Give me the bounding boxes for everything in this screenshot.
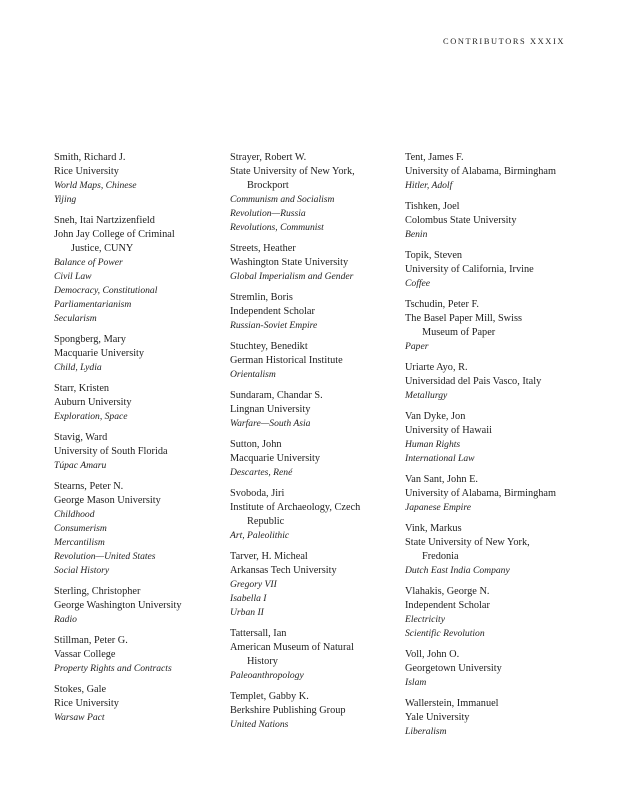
contributed-article: Liberalism [405, 726, 447, 737]
contributor-affiliation: George Washington University [54, 600, 182, 611]
contributor-entry [405, 522, 577, 578]
contributor-affiliation: George Mason University [54, 495, 161, 506]
contributor-name: Van Sant, John E. [405, 474, 478, 485]
contributed-article: Dutch East India Company [405, 565, 510, 576]
contributor-affiliation: Vassar College [54, 649, 116, 660]
contributor-name: Spongberg, Mary [54, 334, 126, 345]
contributor-entry [230, 438, 402, 480]
contributor-name: Stremlin, Boris [230, 292, 293, 303]
contributed-article: Exploration, Space [54, 411, 128, 422]
contributed-article: World Maps, Chinese [54, 180, 137, 191]
contributor-affiliation: Independent Scholar [230, 306, 315, 317]
contributor-name: Strayer, Robert W. [230, 152, 307, 163]
contributed-article: Consumerism [54, 523, 107, 534]
contributor-entry [405, 585, 577, 641]
contributor-entry [54, 333, 224, 375]
contributor-entry [230, 291, 402, 333]
contributed-article: International Law [405, 453, 475, 464]
contributor-affiliation: Macquarie University [54, 348, 145, 359]
contributor-affiliation: Independent Scholar [405, 600, 490, 611]
contributed-article: Paleoanthropology [230, 670, 304, 681]
contributed-article: Yijing [54, 194, 77, 205]
contributor-entry [405, 473, 577, 515]
contributor-entry [230, 690, 402, 732]
contributor-entry [54, 214, 224, 326]
contributed-article: United Nations [230, 719, 289, 730]
contributed-article: Urban II [230, 607, 264, 618]
contributor-column-3 [405, 151, 577, 746]
contributor-name: Sundaram, Chandar S. [230, 390, 323, 401]
contributor-entry [54, 683, 224, 725]
contributed-article: Civil Law [54, 271, 92, 282]
contributor-name: Stearns, Peter N. [54, 481, 124, 492]
contributor-affiliation: American Museum of Natural [230, 642, 354, 653]
contributed-article: Revolution—United States [54, 551, 156, 562]
contributor-name: Tishken, Joel [405, 201, 460, 212]
contributor-name: Uriarte Ayo, R. [405, 362, 468, 373]
contributed-article: Orientalism [230, 369, 276, 380]
contributor-affiliation: Museum of Paper [422, 327, 496, 338]
contributor-entry [54, 382, 224, 424]
contributor-affiliation: German Historical Institute [230, 355, 343, 366]
contributor-entry [230, 487, 402, 543]
contributor-entry [230, 389, 402, 431]
contributor-affiliation: Fredonia [422, 551, 459, 562]
contributed-article: Scientific Revolution [405, 628, 485, 639]
contributor-entry [405, 648, 577, 690]
contributor-affiliation: History [247, 656, 278, 667]
contributor-affiliation: Institute of Archaeology, Czech [230, 502, 361, 513]
contributor-entry [405, 361, 577, 403]
contributor-affiliation: Macquarie University [230, 453, 321, 464]
contributor-affiliation: Universidad del Pais Vasco, Italy [405, 376, 542, 387]
contributed-article: Art, Paleolithic [230, 530, 290, 541]
contributor-name: Vlahakis, George N. [405, 586, 490, 597]
contributor-name: Sutton, John [230, 439, 282, 450]
contributed-article: Mercantilism [54, 537, 105, 548]
contributed-article: Democracy, Constitutional [54, 285, 158, 296]
contributor-affiliation: Lingnan University [230, 404, 311, 415]
contributor-entry [54, 151, 224, 207]
contributor-affiliation: Brockport [247, 180, 289, 191]
contributed-article: Electricity [405, 614, 445, 625]
contributed-article: Islam [405, 677, 427, 688]
contributor-entry [54, 585, 224, 627]
contributor-affiliation: Rice University [54, 166, 119, 177]
contributor-affiliation: The Basel Paper Mill, Swiss [405, 313, 522, 324]
contributed-article: Japanese Empire [405, 502, 471, 513]
contributed-article: Parliamentarianism [54, 299, 132, 310]
contributed-article: Hitler, Adolf [405, 180, 453, 191]
contributor-entry [230, 151, 402, 235]
contributor-affiliation: University of California, Irvine [405, 264, 534, 275]
contributor-name: Tarver, H. Micheal [230, 551, 308, 562]
contributor-name: Templet, Gabby K. [230, 691, 309, 702]
contributor-name: Tent, James F. [405, 152, 464, 163]
contributor-entry [230, 242, 402, 284]
contributed-article: Radio [54, 614, 77, 625]
contributor-entry [405, 200, 577, 242]
running-head: CONTRIBUTORS XXXIX [443, 37, 565, 46]
contributed-article: Túpac Amaru [54, 460, 107, 471]
contributed-article: Communism and Socialism [230, 194, 335, 205]
contributor-name: Tschudin, Peter F. [405, 299, 479, 310]
contributor-entry [54, 431, 224, 473]
contributor-affiliation: Arkansas Tech University [230, 565, 337, 576]
contributed-article: Descartes, René [230, 467, 293, 478]
contributed-article: Social History [54, 565, 110, 576]
contributor-name: Tattersall, Ian [230, 628, 287, 639]
contributor-affiliation: University of South Florida [54, 446, 168, 457]
contributor-name: Van Dyke, Jon [405, 411, 466, 422]
contributor-affiliation: Washington State University [230, 257, 349, 268]
contributed-article: Gregory VII [230, 579, 277, 590]
contributor-entry [405, 697, 577, 739]
contributor-name: Stillman, Peter G. [54, 635, 128, 646]
contributor-entry [405, 249, 577, 291]
contributor-name: Sterling, Christopher [54, 586, 141, 597]
contributor-entry [230, 550, 402, 620]
contributed-article: Revolution—Russia [230, 208, 306, 219]
contributed-article: Benin [405, 229, 428, 240]
contributed-article: Child, Lydia [54, 362, 102, 373]
contributor-name: Smith, Richard J. [54, 152, 126, 163]
contributor-affiliation: Colombus State University [405, 215, 517, 226]
contributed-article: Paper [405, 341, 429, 352]
contributed-article: Property Rights and Contracts [54, 663, 172, 674]
contributor-entry [230, 340, 402, 382]
contributor-affiliation: Rice University [54, 698, 119, 709]
contributor-column-2 [230, 151, 402, 739]
contributor-name: Starr, Kristen [54, 383, 110, 394]
contributor-affiliation: John Jay College of Criminal [54, 229, 175, 240]
contributor-affiliation: University of Alabama, Birmingham [405, 166, 556, 177]
contributor-name: Streets, Heather [230, 243, 296, 254]
contributor-affiliation: Republic [247, 516, 285, 527]
contributor-affiliation: Auburn University [54, 397, 132, 408]
contributor-name: Stavig, Ward [54, 432, 108, 443]
contributor-affiliation: Yale University [405, 712, 470, 723]
contributed-article: Warsaw Pact [54, 712, 105, 723]
contributed-article: Childhood [54, 509, 95, 520]
contributor-name: Wallerstein, Immanuel [405, 698, 499, 709]
contributor-entry [54, 634, 224, 676]
contributor-name: Vink, Markus [405, 523, 462, 534]
contributed-article: Coffee [405, 278, 431, 289]
contributor-column-1 [54, 151, 224, 732]
contributor-entry [230, 627, 402, 683]
contributor-affiliation: State University of New York, [230, 166, 355, 177]
contributor-name: Voll, John O. [405, 649, 460, 660]
contributor-entry [405, 298, 577, 354]
contributor-affiliation: Justice, CUNY [71, 243, 134, 254]
contributor-affiliation: Georgetown University [405, 663, 502, 674]
contributor-entry [405, 151, 577, 193]
contributor-name: Stuchtey, Benedikt [230, 341, 308, 352]
contributed-article: Warfare—South Asia [230, 418, 311, 429]
contributor-name: Stokes, Gale [54, 684, 107, 695]
contributed-article: Russian-Soviet Empire [230, 320, 318, 331]
contributed-article: Secularism [54, 313, 97, 324]
contributed-article: Balance of Power [54, 257, 123, 268]
contributor-affiliation: University of Alabama, Birmingham [405, 488, 556, 499]
contributed-article: Isabella I [230, 593, 267, 604]
contributor-entry [405, 410, 577, 466]
contributed-article: Human Rights [405, 439, 461, 450]
contributor-entry [54, 480, 224, 578]
contributor-affiliation: Berkshire Publishing Group [230, 705, 346, 716]
contributor-name: Svoboda, Jiri [230, 488, 285, 499]
contributed-article: Revolutions, Communist [230, 222, 324, 233]
contributed-article: Global Imperialism and Gender [230, 271, 354, 282]
contributor-name: Topik, Steven [405, 250, 463, 261]
contributor-affiliation: State University of New York, [405, 537, 530, 548]
contributed-article: Metallurgy [405, 390, 448, 401]
contributor-affiliation: University of Hawaii [405, 425, 492, 436]
contributor-name: Sneh, Itai Nartzizenfield [54, 215, 155, 226]
